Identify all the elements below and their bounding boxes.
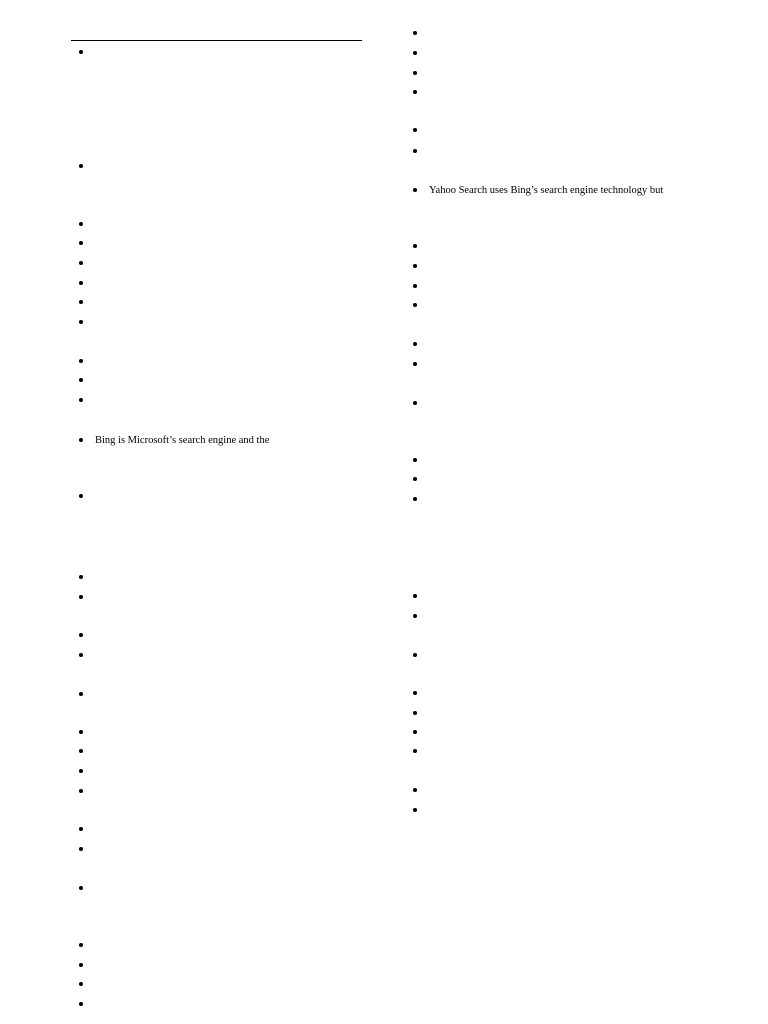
bullet-icon — [79, 359, 83, 363]
bullet-icon — [413, 51, 417, 55]
list-item — [413, 493, 753, 507]
bullet-icon — [413, 477, 417, 481]
list-item — [79, 998, 419, 1012]
list-item — [413, 27, 753, 41]
bullet-icon — [79, 164, 83, 168]
bullet-icon — [79, 692, 83, 696]
bullet-icon — [413, 362, 417, 366]
bullet-icon — [79, 982, 83, 986]
bullet-icon — [413, 264, 417, 268]
list-item — [413, 124, 753, 138]
list-item — [413, 47, 753, 61]
list-item — [413, 299, 753, 313]
list-item — [413, 280, 753, 294]
list-item — [413, 726, 753, 740]
bullet-icon — [79, 575, 83, 579]
list-item — [79, 939, 419, 953]
bullet-icon — [79, 730, 83, 734]
bullet-icon — [79, 886, 83, 890]
list-item — [79, 978, 419, 992]
bullet-icon — [79, 494, 83, 498]
list-item — [413, 145, 753, 159]
list-item — [79, 296, 419, 310]
list-item — [79, 218, 419, 232]
list-item — [413, 610, 753, 624]
list-item — [413, 67, 753, 81]
bullet-icon — [79, 827, 83, 831]
list-item — [79, 591, 419, 605]
bullet-icon — [79, 1002, 83, 1006]
list-item — [79, 785, 419, 799]
list-item — [413, 687, 753, 701]
list-item — [413, 649, 753, 663]
list-item-text: Yahoo Search uses Bing’s search engine technology but — [429, 185, 664, 196]
list-item — [79, 765, 419, 779]
right-column — [413, 0, 753, 1024]
list-item — [79, 355, 419, 369]
bullet-icon — [413, 808, 417, 812]
list-item — [413, 784, 753, 798]
bullet-icon — [79, 769, 83, 773]
list-item — [413, 260, 753, 274]
list-item — [79, 688, 419, 702]
list-item — [413, 338, 753, 352]
list-item — [413, 590, 753, 604]
list-item — [413, 184, 753, 198]
list-item — [79, 374, 419, 388]
list-item-text: Bing is Microsoft’s search engine and the — [95, 435, 270, 446]
bullet-icon — [79, 789, 83, 793]
bullet-icon — [413, 128, 417, 132]
bullet-icon — [413, 594, 417, 598]
list-item — [413, 707, 753, 721]
bullet-icon — [413, 188, 417, 192]
bullet-icon — [79, 847, 83, 851]
bullet-icon — [79, 749, 83, 753]
bullet-icon — [413, 730, 417, 734]
bullet-icon — [79, 963, 83, 967]
bullet-icon — [413, 711, 417, 715]
bullet-icon — [79, 222, 83, 226]
bullet-icon — [79, 300, 83, 304]
bullet-icon — [413, 149, 417, 153]
bullet-icon — [79, 943, 83, 947]
list-item — [79, 823, 419, 837]
list-item — [413, 358, 753, 372]
bullet-icon — [79, 595, 83, 599]
list-item — [413, 454, 753, 468]
bullet-icon — [79, 653, 83, 657]
list-item — [413, 745, 753, 759]
list-item — [413, 86, 753, 100]
list-item — [79, 434, 419, 448]
bullet-icon — [79, 320, 83, 324]
list-item — [413, 473, 753, 487]
list-item — [79, 726, 419, 740]
bullet-icon — [413, 614, 417, 618]
bullet-icon — [413, 90, 417, 94]
list-item — [413, 804, 753, 818]
list-item — [79, 160, 419, 174]
list-item — [413, 397, 753, 411]
bullet-icon — [413, 303, 417, 307]
left-column — [79, 0, 419, 1024]
list-item — [79, 745, 419, 759]
bullet-icon — [413, 342, 417, 346]
bullet-icon — [79, 378, 83, 382]
bullet-icon — [413, 749, 417, 753]
bullet-icon — [79, 281, 83, 285]
list-item — [79, 843, 419, 857]
bullet-icon — [413, 31, 417, 35]
list-item — [79, 394, 419, 408]
bullet-icon — [79, 633, 83, 637]
bullet-icon — [413, 497, 417, 501]
list-item — [79, 629, 419, 643]
list-item — [79, 237, 419, 251]
bullet-icon — [79, 241, 83, 245]
bullet-icon — [413, 284, 417, 288]
bullet-icon — [79, 398, 83, 402]
list-item — [413, 240, 753, 254]
bullet-icon — [79, 50, 83, 54]
list-item — [79, 959, 419, 973]
list-item — [79, 490, 419, 504]
bullet-icon — [413, 244, 417, 248]
bullet-icon — [413, 71, 417, 75]
bullet-icon — [413, 691, 417, 695]
bullet-icon — [413, 458, 417, 462]
list-item — [79, 257, 419, 271]
bullet-icon — [413, 401, 417, 405]
list-item — [79, 46, 419, 60]
bullet-icon — [413, 653, 417, 657]
bullet-icon — [79, 261, 83, 265]
list-item — [79, 882, 419, 896]
bullet-icon — [79, 438, 83, 442]
list-item — [79, 571, 419, 585]
list-item — [79, 277, 419, 291]
list-item — [79, 649, 419, 663]
bullet-icon — [413, 788, 417, 792]
list-item — [79, 316, 419, 330]
